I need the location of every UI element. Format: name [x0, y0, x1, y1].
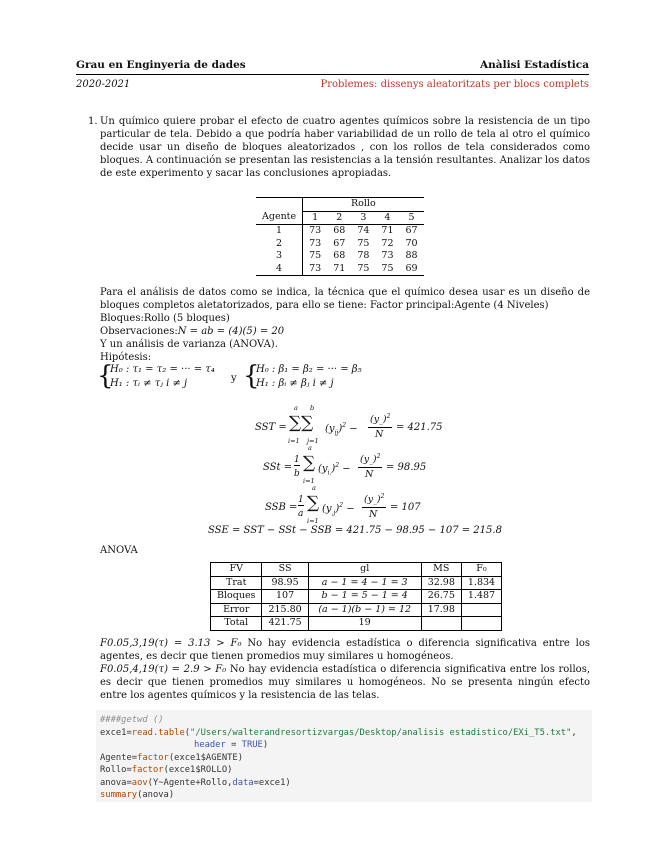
observations-label: Observaciones: — [100, 326, 178, 337]
code-line — [100, 752, 592, 765]
anova-cell — [461, 617, 501, 631]
sse-formula: SSE = SST − SSt − SSB = 421.75 − 98.95 − 107 = 215.8 — [208, 525, 502, 536]
code-function: aov — [131, 777, 148, 788]
anova-cell: Error — [211, 603, 262, 617]
sstreat-term: $(y_{i.})^2$ − — [318, 462, 351, 477]
brace-left-1: { — [97, 361, 114, 391]
sum-sign: ∑ — [303, 453, 316, 473]
code-token: (Y~Agente+Rollo, — [147, 777, 233, 788]
sum-sign: ∑ — [307, 493, 320, 513]
anova-cell: Total — [211, 617, 262, 631]
topic-subtitle: Problemes: dissenys aleatoritzats per blocs complets — [320, 79, 589, 90]
table-row — [211, 617, 502, 631]
data-table — [256, 197, 424, 276]
anova-header: F₀ — [476, 563, 487, 574]
col-header: 5 — [408, 211, 415, 223]
table-row — [211, 603, 502, 617]
anova-cell: 17.98 — [421, 603, 461, 617]
agente-header: Agente — [256, 211, 303, 225]
blocks-line: Bloques:Rollo (5 bloques) — [100, 313, 230, 324]
code-token: (exce1$AGENTE) — [168, 752, 244, 763]
value-cell: 67 — [405, 225, 418, 236]
anova-cell: 107 — [262, 590, 308, 604]
anova-header: MS — [421, 563, 461, 577]
code-function: factor — [131, 765, 164, 775]
anova-header: gl — [308, 563, 421, 577]
analysis-intro: Para el análisis de datos como se indica, la técnica que el químico desea usar es un diseño de bloques completos aletatorizados, para ello se tiene: Factor principal:Agente (4 Niveles) — [100, 287, 590, 311]
col-header: 2 — [336, 211, 343, 223]
value-cell: 73 — [309, 262, 322, 274]
code-token: Rollo= — [100, 765, 132, 775]
agent-cell: 4 — [256, 263, 303, 276]
value-cell: 69 — [405, 262, 418, 274]
anova-cell: a − 1 = 4 − 1 = 3 — [308, 576, 421, 590]
sst-fraction: $(y_{..})^2$ — [370, 413, 391, 428]
value-cell: 71 — [381, 225, 394, 236]
h-block-null: H₀ : β₁ = β₂ = ··· = β₅ — [256, 364, 362, 375]
anova-cell: 98.95 — [262, 576, 308, 590]
hypothesis-label: Hipótesis: — [100, 352, 152, 363]
data-table-wrap — [256, 197, 424, 276]
problem-statement: Un químico quiere probar el efecto de cuatro agentes químicos sobre la resistencia de un tipo particular de tela. Debido a que podría haber variabilidad de un rollo de tela al otro el químico decide usar un diseño de bloques aleatorizados , con los rollos de tela considerados como bloques. A continuación se presentan las resistencias a la tensión resultantes. Analizar los datos de este experimento y sacar las conclusiones apropiadas. — [100, 116, 590, 179]
code-keyword: data — [232, 777, 254, 788]
anova-cell — [421, 617, 461, 631]
value-cell: 71 — [333, 262, 346, 274]
value-cell: 88 — [405, 250, 418, 261]
sum-limit: a — [308, 444, 312, 452]
code-value: TRUE — [241, 740, 263, 750]
code-line: header = TRUE) — [194, 740, 269, 750]
conjunction: y — [231, 373, 237, 384]
value-cell: 73 — [309, 225, 322, 236]
value-cell: 75 — [357, 237, 370, 249]
value-cell: 73 — [381, 250, 394, 261]
h-treat-alt: H₁ : τᵢ ≠ τⱼ i ≠ j — [110, 378, 188, 389]
subject-title: Anàlisi Estadística — [480, 59, 589, 71]
code-line — [100, 777, 592, 790]
observations-line — [100, 325, 284, 338]
ssb-term: $(y_{.j})^2$ − — [322, 502, 355, 517]
anova-cell: 215.80 — [262, 603, 308, 617]
conclusion-2 — [100, 663, 590, 702]
value-cell: 70 — [405, 237, 418, 249]
problem-number: 1. — [88, 116, 98, 127]
col-header: 3 — [360, 211, 367, 223]
anova-cell: 26.75 — [421, 590, 461, 604]
anova-table-wrap — [210, 562, 502, 631]
sst-result: = 421.75 — [396, 422, 443, 433]
value-cell: 67 — [333, 237, 346, 249]
anova-cell: 32.98 — [421, 576, 461, 590]
table-row — [256, 250, 424, 263]
sum-limit: i=1 — [288, 437, 300, 445]
sum-limit: i=1 — [303, 477, 315, 485]
code-function: read.table — [131, 727, 185, 738]
code-keyword: header — [194, 740, 226, 750]
code-token: Agente= — [100, 752, 138, 763]
value-cell: 75 — [357, 262, 370, 274]
value-cell: 72 — [381, 237, 394, 249]
h-treat-null: H₀ : τ₁ = τ₂ = ··· = τ₄ — [110, 364, 215, 375]
anova-line: Y un análisis de varianza (ANOVA). — [100, 339, 278, 350]
sum-limit: b — [310, 404, 315, 412]
course-title: Grau en Enginyeria de dades — [76, 59, 246, 71]
anova-cell: Trat — [211, 576, 262, 590]
anova-cell: Bloques — [211, 590, 262, 604]
brace-left-2: { — [243, 361, 260, 391]
sum-sign: ∑∑ — [289, 413, 314, 433]
conclusion-1-text: No hay evidencia estadística o diferencia significativa entre los agentes, es decir que tienen promedios muy similares u homogéneos. — [100, 638, 591, 662]
anova-cell — [461, 603, 501, 617]
sst-lhs: SST = — [255, 422, 287, 433]
anova-cell: (a − 1)(b − 1) = 12 — [308, 603, 421, 617]
code-token: anova= — [100, 777, 132, 788]
anova-cell: 1.834 — [467, 576, 496, 588]
code-function: summary — [100, 790, 138, 800]
sst-denominator: N — [375, 429, 384, 440]
table-row — [256, 238, 424, 251]
anova-cell: 421.75 — [262, 617, 308, 631]
code-string: "/Users/walterandresortizvargas/Desktop/analisis estadistico/EXi_T5.txt" — [190, 727, 572, 738]
code-token: =exce1) — [253, 777, 291, 788]
sstreat-lhs: SSt = — [263, 462, 293, 473]
sum-limit: a — [312, 484, 316, 492]
ssb-denominator: N — [369, 509, 378, 520]
value-cell: 68 — [333, 250, 346, 261]
anova-cell: 19 — [308, 617, 421, 631]
conclusion-2-text: No hay evidencia estadística o diferencia significativa entre los rollos, es decir que tienen promedios muy similares u homogéneos. No se presenta ningún efecto entre los agentes químicos y la resistencia de las telas. — [100, 664, 591, 701]
value-cell: 68 — [333, 225, 346, 236]
conclusion-2-math: F0.05,4,19(τ) = 2.9 > F₀ — [100, 664, 227, 675]
anova-cell: 1.487 — [467, 590, 496, 601]
anova-header: SS — [262, 563, 308, 577]
observations-formula: N = ab = (4)(5) = 20 — [177, 326, 285, 337]
agent-cell: 1 — [256, 225, 303, 238]
sstreat-fraction: $(y_{..})^2$ — [360, 453, 381, 468]
table-row — [256, 225, 424, 238]
ssb-formula — [265, 484, 525, 526]
academic-year: 2020-2021 — [76, 79, 131, 90]
col-header: 4 — [384, 211, 391, 223]
code-line — [100, 764, 592, 777]
value-cell: 73 — [309, 237, 322, 249]
col-header: 1 — [312, 211, 319, 223]
anova-table — [210, 562, 502, 631]
rollo-header: Rollo — [303, 198, 424, 212]
table-row — [211, 590, 502, 604]
value-cell: 75 — [381, 262, 394, 274]
sum-limit: j=1 — [307, 437, 319, 445]
h-block-alt: H₁ : βᵢ ≠ βⱼ i ≠ j — [256, 378, 334, 389]
value-cell: 78 — [357, 250, 370, 261]
ssb-fraction: $(y_{..})^2$ — [364, 493, 385, 508]
ssb-result: = 107 — [390, 502, 421, 513]
sstreat-result: = 98.95 — [386, 462, 427, 473]
ssb-lhs: SSB = — [265, 502, 298, 513]
anova-header: FV — [211, 563, 262, 577]
r-code-block — [96, 710, 592, 802]
code-token: (exce1$ROLLO) — [163, 765, 233, 775]
anova-title: ANOVA — [100, 545, 138, 556]
code-token: (anova) — [137, 790, 175, 800]
agent-cell: 2 — [256, 238, 303, 251]
value-cell: 75 — [309, 250, 322, 261]
one-over-b: 1 — [294, 455, 300, 465]
header-rule — [76, 74, 589, 75]
one-over-a-den: a — [298, 509, 304, 519]
one-over-a: 1 — [298, 495, 304, 505]
code-comment: ####getwd () — [100, 715, 164, 725]
one-over-b-den: b — [294, 469, 300, 479]
value-cell: 74 — [357, 225, 370, 236]
code-line: exce1=read.table("/Users/walterandresortizvargas/Desktop/analisis estadistico/EXi_T5.txt", — [100, 727, 577, 738]
conclusion-1 — [100, 637, 590, 663]
code-line — [100, 789, 592, 802]
sstreat-denominator: N — [365, 469, 374, 480]
sum-limit: i=1 — [307, 517, 319, 525]
conclusion-1-math: F0.05,3,19(τ) = 3.13 > F₀ — [100, 638, 242, 649]
code-function: factor — [137, 752, 169, 763]
sst-formula — [255, 404, 515, 446]
code-token: exce1= — [100, 727, 132, 738]
agent-cell: 3 — [256, 250, 303, 263]
anova-cell: b − 1 = 5 − 1 = 4 — [308, 590, 421, 604]
table-row — [211, 576, 502, 590]
sum-limit: a — [294, 404, 298, 412]
sstreat-formula — [263, 444, 523, 486]
sst-term: $(y_{ij})^2$ − — [325, 422, 358, 437]
table-row — [256, 263, 424, 276]
